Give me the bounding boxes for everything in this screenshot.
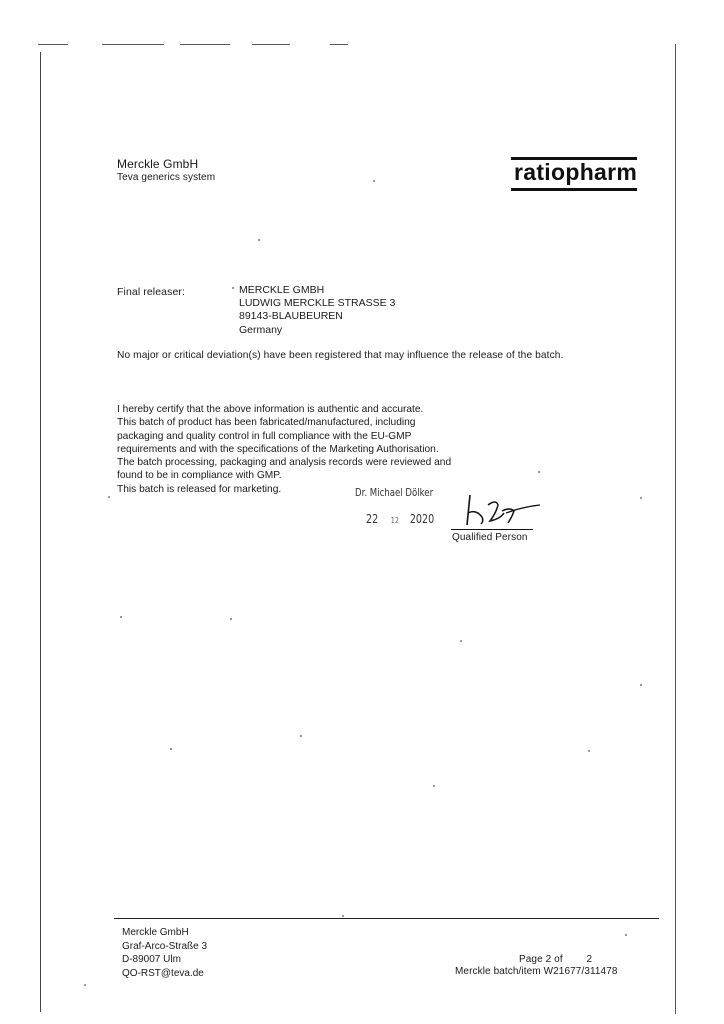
scan-speck <box>170 748 172 750</box>
scan-edge-top <box>38 44 68 45</box>
date-day: 22 <box>366 512 379 526</box>
scan-speck <box>373 180 375 182</box>
company-subtitle: Teva generics system <box>117 172 216 183</box>
certification-line: packaging and quality control in full compliance with the EU-GMP <box>117 430 412 442</box>
scan-speck <box>460 640 462 642</box>
signature-line <box>451 529 533 530</box>
certification-line: requirements and with the specifications of the Marketing Authorisation. <box>117 443 439 455</box>
releaser-line: Germany <box>239 323 283 336</box>
releaser-label: Final releaser: <box>117 286 186 298</box>
scan-edge-top <box>102 44 164 45</box>
certification-line: This batch of product has been fabricated/manufactured, including <box>117 417 416 429</box>
scan-speck <box>230 618 232 620</box>
page-total: 2 <box>586 954 593 965</box>
certification-line: found to be in compliance with GMP. <box>117 470 282 482</box>
scan-speck <box>640 497 642 499</box>
page-label: Page 2 of <box>519 954 563 965</box>
date-month: 12 <box>390 516 399 525</box>
handwritten-signature <box>448 491 544 531</box>
releaser-line: LUDWIG MERCKLE STRASSE 3 <box>239 297 396 310</box>
certification-line: This batch is released for marketing. <box>117 483 282 495</box>
batch-item: Merckle batch/item W21677/311478 <box>455 966 618 977</box>
scan-speck <box>108 496 110 498</box>
ratiopharm-logo <box>511 157 637 191</box>
certification-line: The batch processing, packaging and analysis records were reviewed and <box>117 457 452 469</box>
scan-edge-top <box>252 44 290 45</box>
footer-address-line: D-89007 Ulm <box>122 954 181 965</box>
date-year: 2020 <box>409 512 435 526</box>
scan-speck <box>625 934 627 936</box>
scan-edge-top <box>180 44 230 45</box>
qualified-person-label: Qualified Person <box>452 532 528 543</box>
scan-speck <box>588 750 590 752</box>
scan-speck <box>640 684 642 686</box>
scan-speck <box>300 735 302 737</box>
footer-address <box>122 926 207 980</box>
certification-line: I hereby certify that the above information is authentic and accurate. <box>117 404 424 415</box>
scan-edge-right <box>675 44 676 1014</box>
releaser-address <box>239 284 395 337</box>
releaser-line: MERCKLE GMBH <box>239 284 325 296</box>
scan-speck <box>120 616 122 618</box>
scan-speck <box>342 915 344 917</box>
scan-speck <box>232 287 234 289</box>
scan-edge-top <box>330 44 348 45</box>
page-number <box>519 954 592 965</box>
scan-edge-left <box>40 52 41 1012</box>
signer-stamp: Dr. Michael Dölker <box>355 486 434 499</box>
company-name: Merckle GmbH <box>117 157 199 171</box>
scan-speck <box>538 471 540 473</box>
releaser-line: 89143-BLAUBEUREN <box>239 310 343 323</box>
scan-speck <box>84 984 86 986</box>
signature-date <box>366 512 434 526</box>
footer-address-line: Merckle GmbH <box>122 927 189 938</box>
scan-speck <box>258 239 260 241</box>
footer-address-line: Graf-Arco-Straße 3 <box>122 940 208 952</box>
footer-divider <box>114 918 659 919</box>
certification-text <box>117 403 451 496</box>
logo-text: ratiopharm <box>514 159 638 185</box>
deviation-statement: No major or critical deviation(s) have been registered that may influence the release of the batch. <box>117 350 564 361</box>
footer-address-line: QO-RST@teva.de <box>122 967 204 979</box>
scan-speck <box>433 785 435 787</box>
